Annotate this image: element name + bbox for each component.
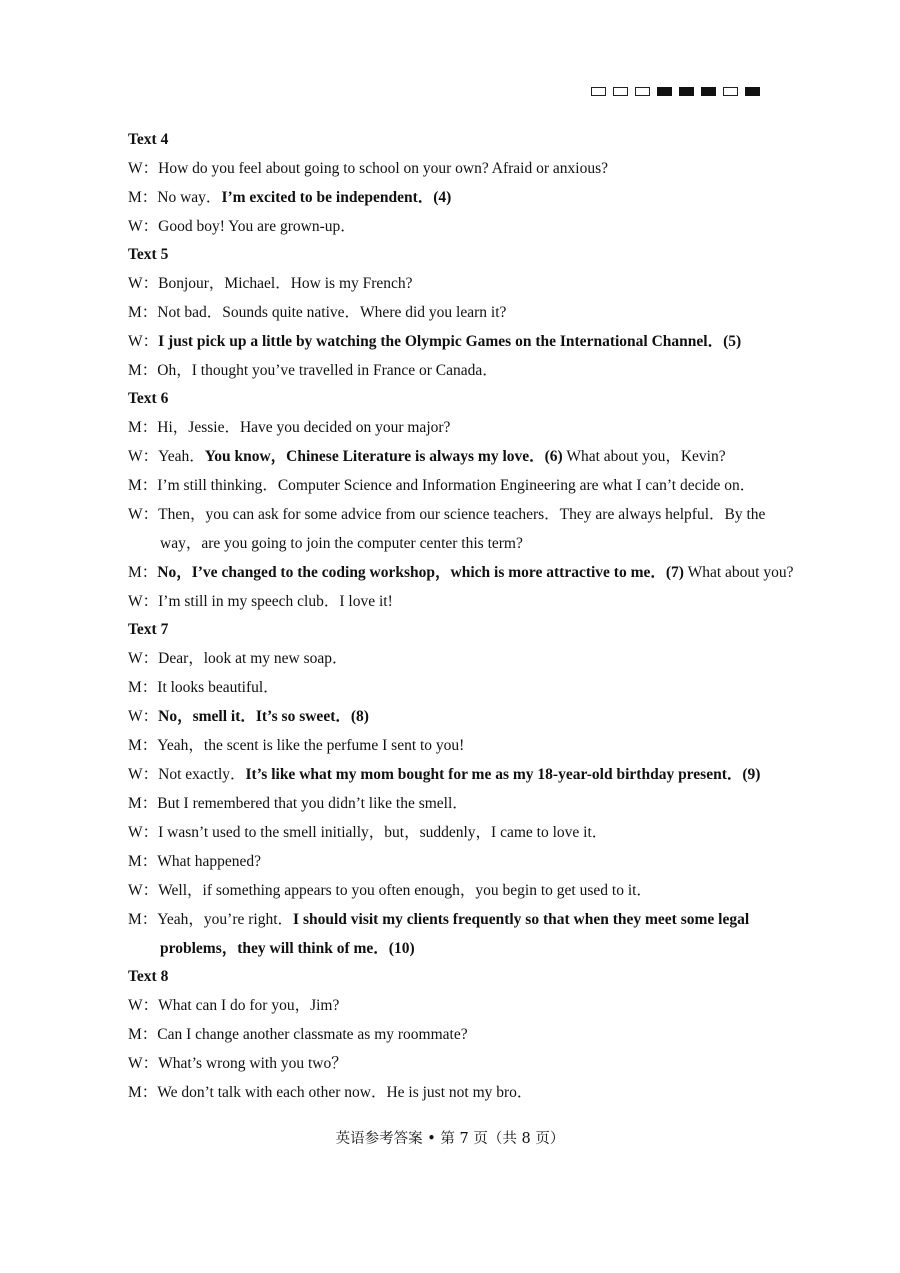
dialogue-text: W：Well，if something appears to you often enough，you begin to get used to it． <box>128 882 652 899</box>
dialogue-line <box>128 587 788 616</box>
dialogue-text: M：Not bad．Sounds quite native．Where did you learn it? <box>128 304 507 321</box>
dialogue-text: M： <box>128 564 158 581</box>
dialogue-line <box>128 876 788 905</box>
header-marks <box>591 87 760 96</box>
answer-key-text: No，I’ve changed to the coding workshop，which is more attractive to me．(7) <box>157 564 684 581</box>
dialogue-line <box>128 789 788 818</box>
dialogue-line <box>128 558 794 587</box>
dialogue-line <box>128 644 788 673</box>
filled-square-mark <box>679 87 694 96</box>
dialogue-line <box>128 212 788 241</box>
dialogue-text: W： <box>128 708 159 725</box>
dialogue-text: M：Yeah，the scent is like the perfume I sent to you! <box>128 737 465 754</box>
dialogue-text: W：Dear，look at my new soap． <box>128 650 348 667</box>
dialogue-line <box>128 298 788 327</box>
empty-square-mark <box>635 87 650 96</box>
dialogue-line <box>128 905 788 963</box>
dialogue-text: W：Bonjour，Michael．How is my French? <box>128 275 413 292</box>
dialogue-text: W：What can I do for you，Jim? <box>128 997 340 1014</box>
dialogue-line <box>128 471 788 500</box>
answer-key-text: It’s like what my mom bought for me as my 18-year-old birthday present．(9) <box>245 766 761 783</box>
dialogue-text: What about you? <box>683 564 794 581</box>
dialogue-line <box>128 500 788 558</box>
dialogue-line <box>128 760 788 789</box>
section-heading: Text 5 <box>128 246 169 263</box>
dialogue-text: M：No way． <box>128 189 222 206</box>
dialogue-line <box>128 327 788 356</box>
dialogue-text: M：But I remembered that you didn’t like the smell． <box>128 795 468 812</box>
transcript-body <box>128 126 794 1107</box>
dialogue-text: M：It looks beautiful． <box>128 679 279 696</box>
section-heading: Text 6 <box>128 390 169 407</box>
filled-square-mark <box>701 87 716 96</box>
dialogue-line <box>128 154 788 183</box>
dialogue-line <box>128 442 788 471</box>
dialogue-text: What about you，Kevin? <box>562 448 726 465</box>
section-heading: Text 4 <box>128 131 169 148</box>
dialogue-line <box>128 1049 788 1078</box>
dialogue-line <box>128 673 788 702</box>
answer-key-text: No，smell it．It’s so sweet．(8) <box>158 708 369 725</box>
dialogue-text: W： <box>128 333 159 350</box>
empty-square-mark <box>591 87 606 96</box>
dialogue-line <box>128 1078 788 1107</box>
dialogue-line <box>128 991 788 1020</box>
dialogue-text: M：Yeah，you’re right． <box>128 911 294 928</box>
page-footer: 英语参考答案 • 第 7 页（共 8 页） <box>335 1131 565 1147</box>
dialogue-text: M：We don’t talk with each other now．He is just not my bro． <box>128 1084 533 1101</box>
dialogue-text: M：Can I change another classmate as my roommate? <box>128 1026 468 1043</box>
section-heading: Text 8 <box>128 968 169 985</box>
dialogue-text: W：I’m still in my speech club．I love it! <box>128 593 393 610</box>
empty-square-mark <box>723 87 738 96</box>
dialogue-text: M：Hi，Jessie．Have you decided on your major? <box>128 419 451 436</box>
dialogue-text: W：Yeah． <box>128 448 205 465</box>
dialogue-line <box>128 731 788 760</box>
empty-square-mark <box>613 87 628 96</box>
dialogue-text: W：I wasn’t used to the smell initially，but，suddenly，I came to love it． <box>128 824 608 841</box>
dialogue-line <box>128 269 788 298</box>
dialogue-line <box>128 847 788 876</box>
dialogue-line <box>128 1020 788 1049</box>
dialogue-text: W：Good boy! You are grown-up． <box>128 218 356 235</box>
dialogue-line <box>128 702 788 731</box>
dialogue-text: W：Then，you can ask for some advice from our science teachers．They are always helpful．By the way，are you going to join the computer center this term? <box>128 506 766 552</box>
dialogue-text: W：Not exactly． <box>128 766 246 783</box>
answer-key-text: I just pick up a little by watching the Olympic Games on the International Channel．(5) <box>158 333 742 350</box>
dialogue-line <box>128 183 788 212</box>
answer-key-text: I’m excited to be independent．(4) <box>221 189 452 206</box>
answer-key-text: You know，Chinese Literature is always my love．(6) <box>204 448 563 465</box>
dialogue-text: M：I’m still thinking．Computer Science and Information Engineering are what I can’t decide on． <box>128 477 756 494</box>
answer-key-text: I should visit my clients frequently so that when they meet some legal problems，they will think of me．(10) <box>160 911 750 957</box>
filled-square-mark <box>657 87 672 96</box>
dialogue-line <box>128 413 788 442</box>
dialogue-text: M：Oh，I thought you’ve travelled in France or Canada． <box>128 362 498 379</box>
dialogue-text: W：How do you feel about going to school on your own? Afraid or anxious? <box>128 160 608 177</box>
filled-square-mark <box>745 87 760 96</box>
section-heading: Text 7 <box>128 621 169 638</box>
dialogue-line <box>128 356 788 385</box>
dialogue-text: M：What happened? <box>128 853 261 870</box>
dialogue-text: W：What’s wrong with you two？ <box>128 1055 347 1072</box>
dialogue-line <box>128 818 788 847</box>
